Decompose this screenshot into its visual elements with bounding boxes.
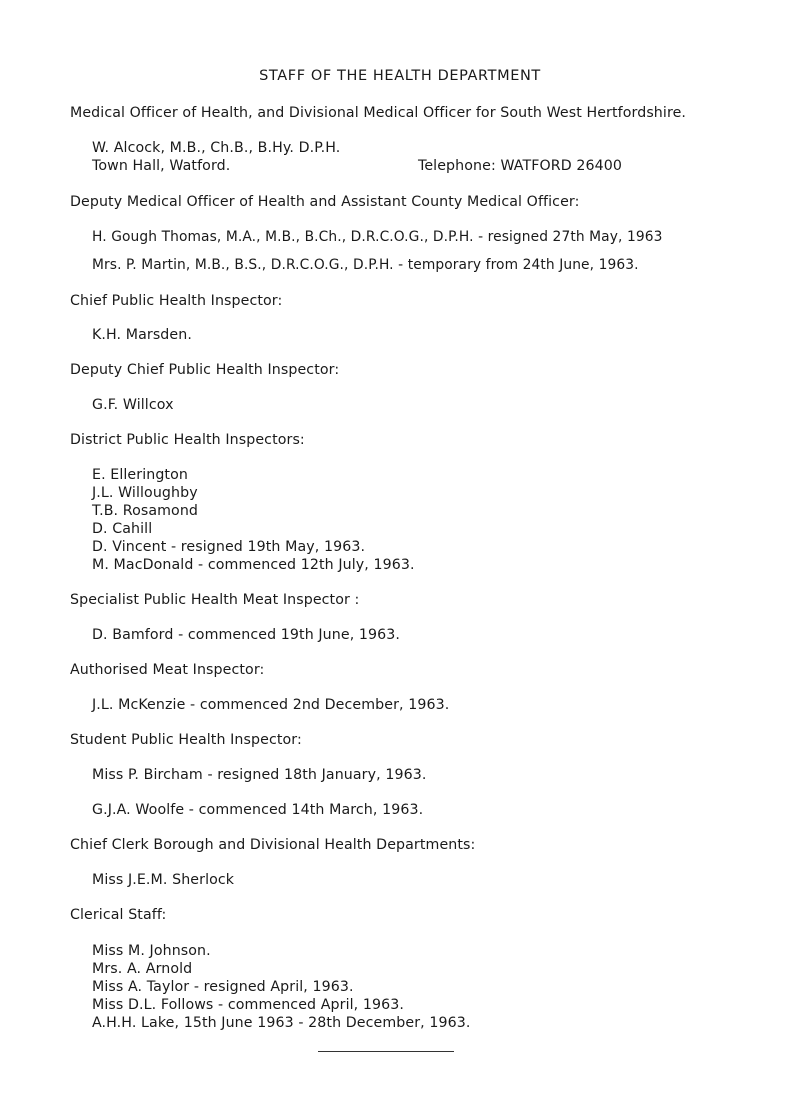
staff-entry: D. Vincent - resigned 19th May, 1963. xyxy=(92,539,366,555)
section-heading-deputy-chief-phi: Deputy Chief Public Health Inspector: xyxy=(70,362,340,378)
staff-entry: H. Gough Thomas, M.A., M.B., B.Ch., D.R.C.O.G., D.P.H. - resigned 27th May, 1963 xyxy=(92,229,663,245)
staff-entry: A.H.H. Lake, 15th June 1963 - 28th December, 1963. xyxy=(92,1015,471,1031)
staff-entry: J.L. McKenzie - commenced 2nd December, 1963. xyxy=(92,697,450,713)
section-heading-chief-phi: Chief Public Health Inspector: xyxy=(70,293,283,309)
staff-entry: Miss D.L. Follows - commenced April, 1963. xyxy=(92,997,405,1013)
section-heading-chief-clerk: Chief Clerk Borough and Divisional Health Departments: xyxy=(70,837,476,853)
staff-entry: E. Ellerington xyxy=(92,467,188,483)
moh-name: W. Alcock, M.B., Ch.B., B.Hy. D.P.H. xyxy=(92,140,341,156)
staff-entry: Mrs. P. Martin, M.B., B.S., D.R.C.O.G., D.P.H. - temporary from 24th June, 1963. xyxy=(92,257,639,273)
staff-entry: Mrs. A. Arnold xyxy=(92,961,193,977)
staff-entry: M. MacDonald - commenced 12th July, 1963. xyxy=(92,557,415,573)
moh-contact-line xyxy=(92,157,623,175)
staff-entry: T.B. Rosamond xyxy=(92,503,199,519)
staff-entry: Miss A. Taylor - resigned April, 1963. xyxy=(92,979,354,995)
section-heading-district-phi: District Public Health Inspectors: xyxy=(70,432,305,448)
staff-entry: K.H. Marsden. xyxy=(92,327,192,343)
staff-entry: J.L. Willoughby xyxy=(92,485,198,501)
staff-entry: D. Bamford - commenced 19th June, 1963. xyxy=(92,627,401,643)
staff-entry: Miss J.E.M. Sherlock xyxy=(92,872,235,888)
section-heading-meat-inspector: Specialist Public Health Meat Inspector : xyxy=(70,592,360,608)
staff-entry: Miss P. Bircham - resigned 18th January, 1963. xyxy=(92,767,427,783)
staff-entry: G.J.A. Woolfe - commenced 14th March, 1963. xyxy=(92,802,424,818)
page-title: STAFF OF THE HEALTH DEPARTMENT xyxy=(259,68,541,84)
section-heading-moh: Medical Officer of Health, and Divisional Medical Officer for South West Hertfordshire. xyxy=(70,105,687,121)
staff-entry: Miss M. Johnson. xyxy=(92,943,211,959)
staff-entry: G.F. Willcox xyxy=(92,397,174,413)
staff-entry: D. Cahill xyxy=(92,521,153,537)
moh-address: Town Hall, Watford. xyxy=(92,158,231,174)
closing-rule xyxy=(318,1051,454,1052)
moh-telephone: Telephone: WATFORD 26400 xyxy=(418,158,623,174)
section-heading-clerical: Clerical Staff: xyxy=(70,907,167,923)
section-heading-authorised-meat: Authorised Meat Inspector: xyxy=(70,662,265,678)
section-heading-deputy-moh: Deputy Medical Officer of Health and Assistant County Medical Officer: xyxy=(70,194,580,210)
section-heading-student-phi: Student Public Health Inspector: xyxy=(70,732,302,748)
